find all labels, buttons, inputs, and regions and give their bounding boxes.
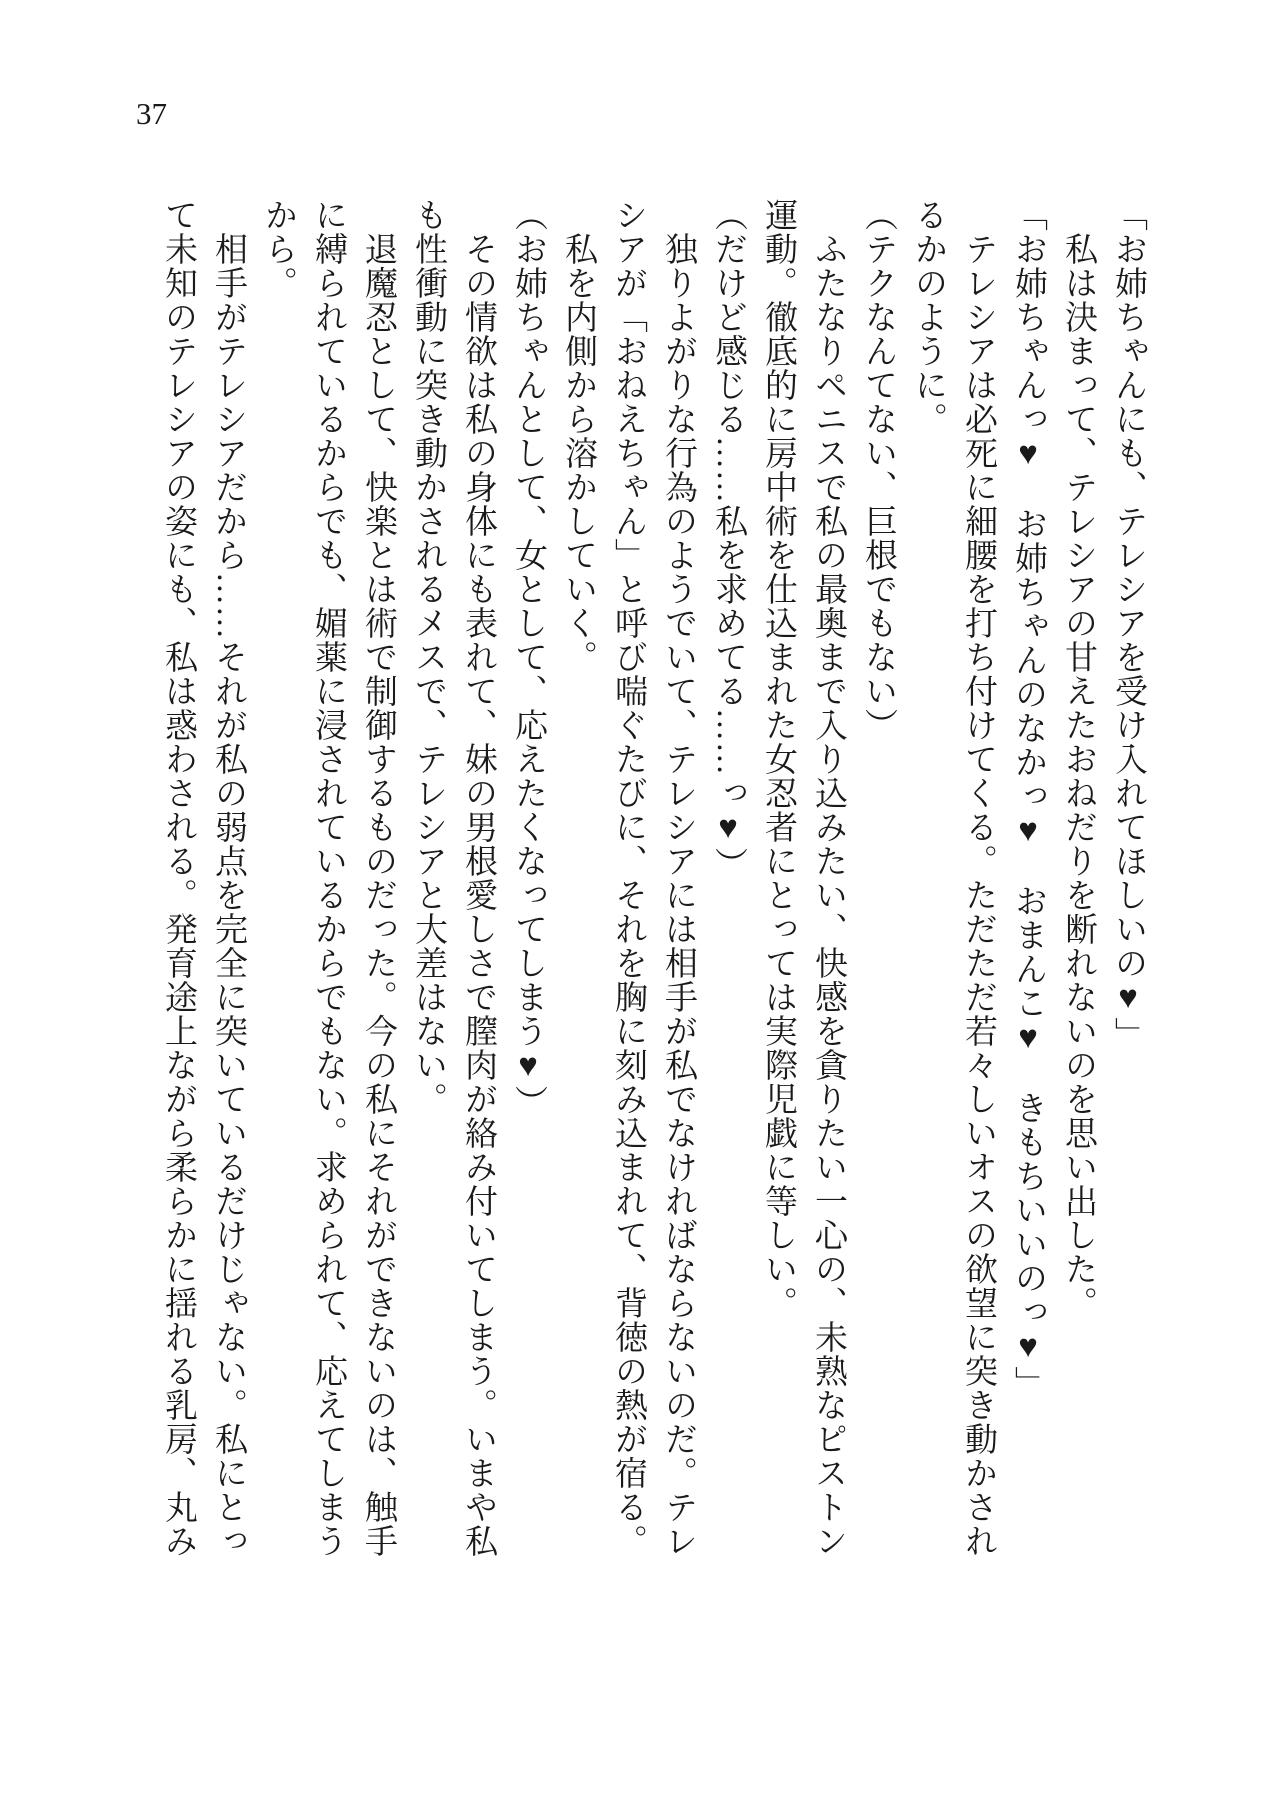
text-column-03: 「お姉ちゃんっ♥ お姉ちゃんのなかっ♥ おまんこ♥ きもちいいのっ♥」 (1010, 198, 1046, 1400)
text-column-08: 運動。徹底的に房中術を仕込まれた女忍者にとっては実際児戯に等しい。 (760, 198, 796, 1320)
text-column-01: 「お姉ちゃんにも、テレシアを受け入れてほしいの♥」 (1110, 198, 1146, 1051)
text-column-18: から。 (260, 198, 296, 300)
text-column-15: も性衝動に突き動かされるメスで、テレシアと大差はない。 (410, 198, 446, 1116)
text-column-19: 相手がテレシアだから……それが私の弱点を完全に突いているだけじゃない。私にとっ (210, 198, 246, 1558)
page-number: 37 (136, 96, 167, 131)
text-column-06: （テクなんてない、巨根でもない） (860, 198, 896, 742)
text-column-16: 退魔忍として、快楽とは術で制御するものだった。今の私にそれができないのは、触手 (360, 198, 396, 1558)
text-column-02: 私は決まって、テレシアの甘えたおねだりを断れないのを思い出した。 (1060, 198, 1096, 1320)
text-column-10: 独りよがりな行為のようでいて、テレシアには相手が私でなければならないのだ。テレ (660, 198, 696, 1558)
text-column-12: 私を内側から溶かしていく。 (560, 198, 596, 674)
text-column-11: シアが「おねえちゃん」と呼び喘ぐたびに、それを胸に刻み込まれて、背徳の熱が宿る。 (610, 198, 646, 1558)
body-text (153, 198, 1153, 1598)
text-column-04: テレシアは必死に細腰を打ち付けてくる。ただただ若々しいオスの欲望に突き動かされ (960, 198, 996, 1558)
text-column-07: ふたなりペニスで私の最奥まで入り込みたい、快感を貪りたい一心の、未熟なピストン (810, 198, 846, 1558)
text-column-05: るかのように。 (910, 198, 946, 436)
text-column-17: に縛られているからでも、媚薬に浸されているからでもない。求められて、応えてしまう (310, 198, 346, 1558)
text-column-09: （だけど感じる……私を求めてる……っ♥） (710, 198, 746, 881)
text-column-13: （お姉ちゃんとして、女として、応えたくなってしまう♥） (510, 198, 546, 1119)
text-column-14: その情欲は私の身体にも表れて、妹の男根愛しさで膣肉が絡み付いてしまう。いまや私 (460, 198, 496, 1558)
text-column-20: て未知のテレシアの姿にも、私は惑わされる。発育途上ながら柔らかに揺れる乳房、丸み (160, 198, 196, 1558)
